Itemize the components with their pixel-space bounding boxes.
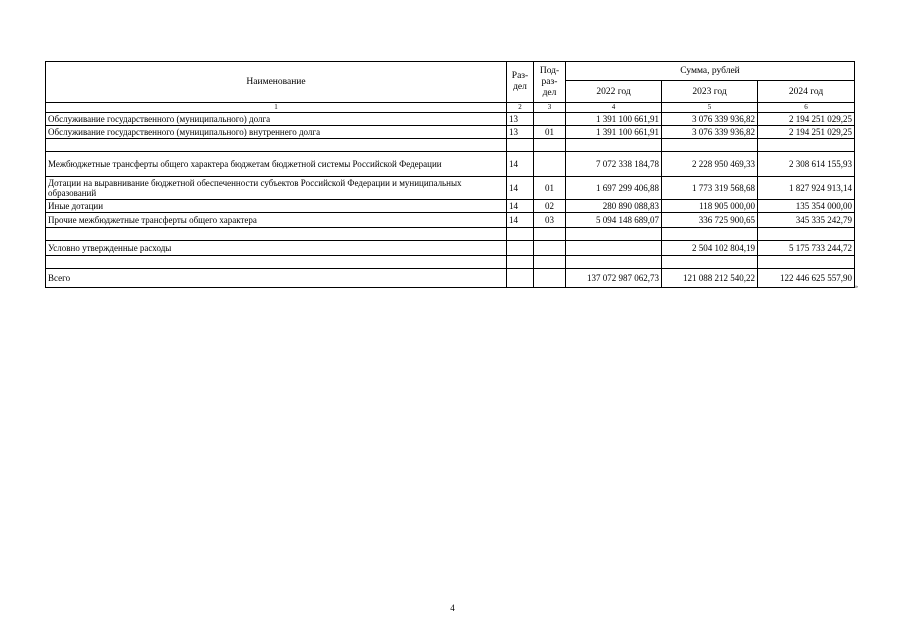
row-value-2024: 2 194 251 029,25 bbox=[758, 126, 855, 139]
closing-quote-mark: » bbox=[855, 284, 858, 290]
row-value-2022 bbox=[566, 139, 662, 152]
row-value-2023: 121 088 212 540,22 bbox=[662, 269, 758, 288]
row-podrazdel: 02 bbox=[534, 200, 566, 213]
row-value-2023: 3 076 339 936,82 bbox=[662, 113, 758, 126]
row-podrazdel bbox=[534, 269, 566, 288]
row-name: Обслуживание государственного (муниципального) долга bbox=[46, 113, 507, 126]
column-number: 5 bbox=[662, 103, 758, 113]
column-number: 1 bbox=[46, 103, 507, 113]
row-name: Условно утвержденные расходы bbox=[46, 241, 507, 256]
row-name: Дотации на выравнивание бюджетной обеспеченности субъектов Российской Федерации и муниципальных образований bbox=[46, 177, 507, 200]
row-name bbox=[46, 256, 507, 269]
header-podrazdel: Под- раз- дел bbox=[534, 62, 566, 103]
row-value-2024: 122 446 625 557,90 bbox=[758, 269, 855, 288]
table-row bbox=[46, 177, 855, 200]
row-value-2023 bbox=[662, 256, 758, 269]
row-value-2024: 2 308 614 155,93 bbox=[758, 152, 855, 177]
row-value-2022 bbox=[566, 241, 662, 256]
header-year-2022: 2022 год bbox=[566, 81, 662, 103]
row-value-2024: 5 175 733 244,72 bbox=[758, 241, 855, 256]
header-name: Наименование bbox=[46, 62, 507, 103]
header-year-2023: 2023 год bbox=[662, 81, 758, 103]
row-razdel bbox=[507, 269, 534, 288]
header-year-2024: 2024 год bbox=[758, 81, 855, 103]
table-row-total bbox=[46, 269, 855, 288]
row-value-2024 bbox=[758, 228, 855, 241]
row-value-2023 bbox=[662, 139, 758, 152]
row-podrazdel: 01 bbox=[534, 126, 566, 139]
row-podrazdel bbox=[534, 152, 566, 177]
row-name bbox=[46, 228, 507, 241]
table-row bbox=[46, 241, 855, 256]
row-value-2023 bbox=[662, 228, 758, 241]
column-number: 3 bbox=[534, 103, 566, 113]
page-number: 4 bbox=[450, 603, 455, 613]
column-number-row bbox=[46, 103, 855, 113]
table-row-blank bbox=[46, 228, 855, 241]
row-razdel: 13 bbox=[507, 126, 534, 139]
row-value-2024 bbox=[758, 256, 855, 269]
table-row bbox=[46, 113, 855, 126]
row-value-2024: 1 827 924 913,14 bbox=[758, 177, 855, 200]
table-row bbox=[46, 213, 855, 228]
table-row bbox=[46, 152, 855, 177]
row-razdel bbox=[507, 241, 534, 256]
row-name: Межбюджетные трансферты общего характера бюджетам бюджетной системы Российской Федерации bbox=[46, 152, 507, 177]
row-razdel: 14 bbox=[507, 213, 534, 228]
row-podrazdel bbox=[534, 113, 566, 126]
row-value-2023: 2 504 102 804,19 bbox=[662, 241, 758, 256]
row-name: Прочие межбюджетные трансферты общего характера bbox=[46, 213, 507, 228]
row-razdel bbox=[507, 139, 534, 152]
row-value-2024: 135 354 000,00 bbox=[758, 200, 855, 213]
row-value-2022 bbox=[566, 256, 662, 269]
header-razdel: Раз- дел bbox=[507, 62, 534, 103]
row-value-2024: 2 194 251 029,25 bbox=[758, 113, 855, 126]
row-value-2022: 280 890 088,83 bbox=[566, 200, 662, 213]
row-podrazdel bbox=[534, 256, 566, 269]
row-value-2023: 3 076 339 936,82 bbox=[662, 126, 758, 139]
row-podrazdel: 03 bbox=[534, 213, 566, 228]
table-row bbox=[46, 200, 855, 213]
row-value-2023: 336 725 900,65 bbox=[662, 213, 758, 228]
row-razdel: 13 bbox=[507, 113, 534, 126]
row-podrazdel bbox=[534, 139, 566, 152]
row-podrazdel: 01 bbox=[534, 177, 566, 200]
row-name: Иные дотации bbox=[46, 200, 507, 213]
row-value-2023: 2 228 950 469,33 bbox=[662, 152, 758, 177]
row-name bbox=[46, 139, 507, 152]
row-name: Всего bbox=[46, 269, 507, 288]
row-value-2024: 345 335 242,79 bbox=[758, 213, 855, 228]
row-value-2024 bbox=[758, 139, 855, 152]
row-value-2022: 5 094 148 689,07 bbox=[566, 213, 662, 228]
row-value-2023: 118 905 000,00 bbox=[662, 200, 758, 213]
budget-table bbox=[45, 61, 855, 288]
row-podrazdel bbox=[534, 241, 566, 256]
row-value-2022: 7 072 338 184,78 bbox=[566, 152, 662, 177]
table-row bbox=[46, 126, 855, 139]
table-row-blank bbox=[46, 139, 855, 152]
row-razdel bbox=[507, 228, 534, 241]
row-value-2022: 1 697 299 406,88 bbox=[566, 177, 662, 200]
row-value-2022 bbox=[566, 228, 662, 241]
row-razdel: 14 bbox=[507, 177, 534, 200]
row-value-2022: 1 391 100 661,91 bbox=[566, 113, 662, 126]
row-value-2022: 137 072 987 062,73 bbox=[566, 269, 662, 288]
column-number: 4 bbox=[566, 103, 662, 113]
row-razdel bbox=[507, 256, 534, 269]
row-name: Обслуживание государственного (муниципального) внутреннего долга bbox=[46, 126, 507, 139]
header-sum-title: Сумма, рублей bbox=[566, 62, 855, 81]
row-podrazdel bbox=[534, 228, 566, 241]
row-razdel: 14 bbox=[507, 152, 534, 177]
row-value-2022: 1 391 100 661,91 bbox=[566, 126, 662, 139]
table-row-blank bbox=[46, 256, 855, 269]
row-value-2023: 1 773 319 568,68 bbox=[662, 177, 758, 200]
column-number: 2 bbox=[507, 103, 534, 113]
row-razdel: 14 bbox=[507, 200, 534, 213]
column-number: 6 bbox=[758, 103, 855, 113]
